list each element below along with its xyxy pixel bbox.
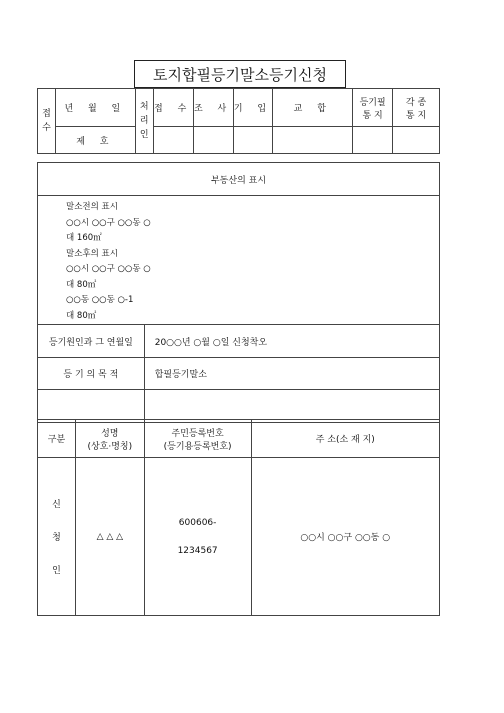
property-line: ○○시 ○○구 ○○동 ○ [66,217,151,228]
processing-col-collation: 교 합 [273,89,353,127]
blank-cell [273,127,353,154]
applicant-category-vertical: 신 청 인 [38,458,76,616]
cause-value: 20○○년 ○월 ○일 신청착오 [144,325,439,358]
applicant-col-id: 주민등록번호 (등기용등록번호) [144,420,251,458]
applicant-address-value: ○○시 ○○구 ○○동 ○ [251,458,440,616]
applicant-col-address: 주 소(소 재 지) [251,420,440,458]
blank-cell [353,127,393,154]
blank-cell [233,127,273,154]
cause-label: 등기원인과 그 연월일 [38,325,145,358]
property-line: 말소전의 표시 [66,202,118,212]
blank-cell [38,390,145,423]
purpose-label: 등 기 의 목 적 [38,358,145,390]
property-line: ○○시 ○○구 ○○동 ○ [66,264,151,274]
property-description [38,196,440,325]
applicant-col-category: 구분 [38,420,76,458]
receipt-processing-table [37,88,440,154]
blank-cell [153,127,193,154]
processing-col-investigation: 조 사 [193,89,233,127]
purpose-value: 합필등기말소 [144,358,439,390]
receipt-date-label: 년 월 일 [55,89,135,127]
property-line: 대 80㎡ [66,279,97,290]
applicant-table [37,419,440,616]
processing-col-receipt: 접 수 [153,89,193,127]
property-line: 말소후의 표시 [66,248,118,259]
applicant-name-value: △ △ △ [75,458,144,616]
processing-vertical-label: 처 리 인 [135,89,153,154]
property-line: 대 80㎡ [66,310,97,321]
processing-col-entry: 기 입 [233,89,273,127]
blank-cell [144,390,439,423]
document-title: 토지합필등기말소등기신청 [134,60,346,88]
notice-registration-complete: 등기필 통 지 [353,89,393,127]
blank-cell [193,127,233,154]
property-table [37,162,440,423]
applicant-id-value: 600606- 1234567 [144,458,251,616]
property-header: 부동산의 표시 [38,163,440,196]
notice-each: 각 종 통 지 [393,89,440,127]
property-line: 대 160㎡ [66,233,102,243]
property-line: ○○동 ○○동 ○-1 [66,295,134,305]
receipt-number-label: 제 호 [55,127,135,154]
receipt-vertical-label: 접 수 [38,89,56,154]
blank-cell [393,127,440,154]
applicant-col-name: 성명 (상호·명칭) [75,420,144,458]
